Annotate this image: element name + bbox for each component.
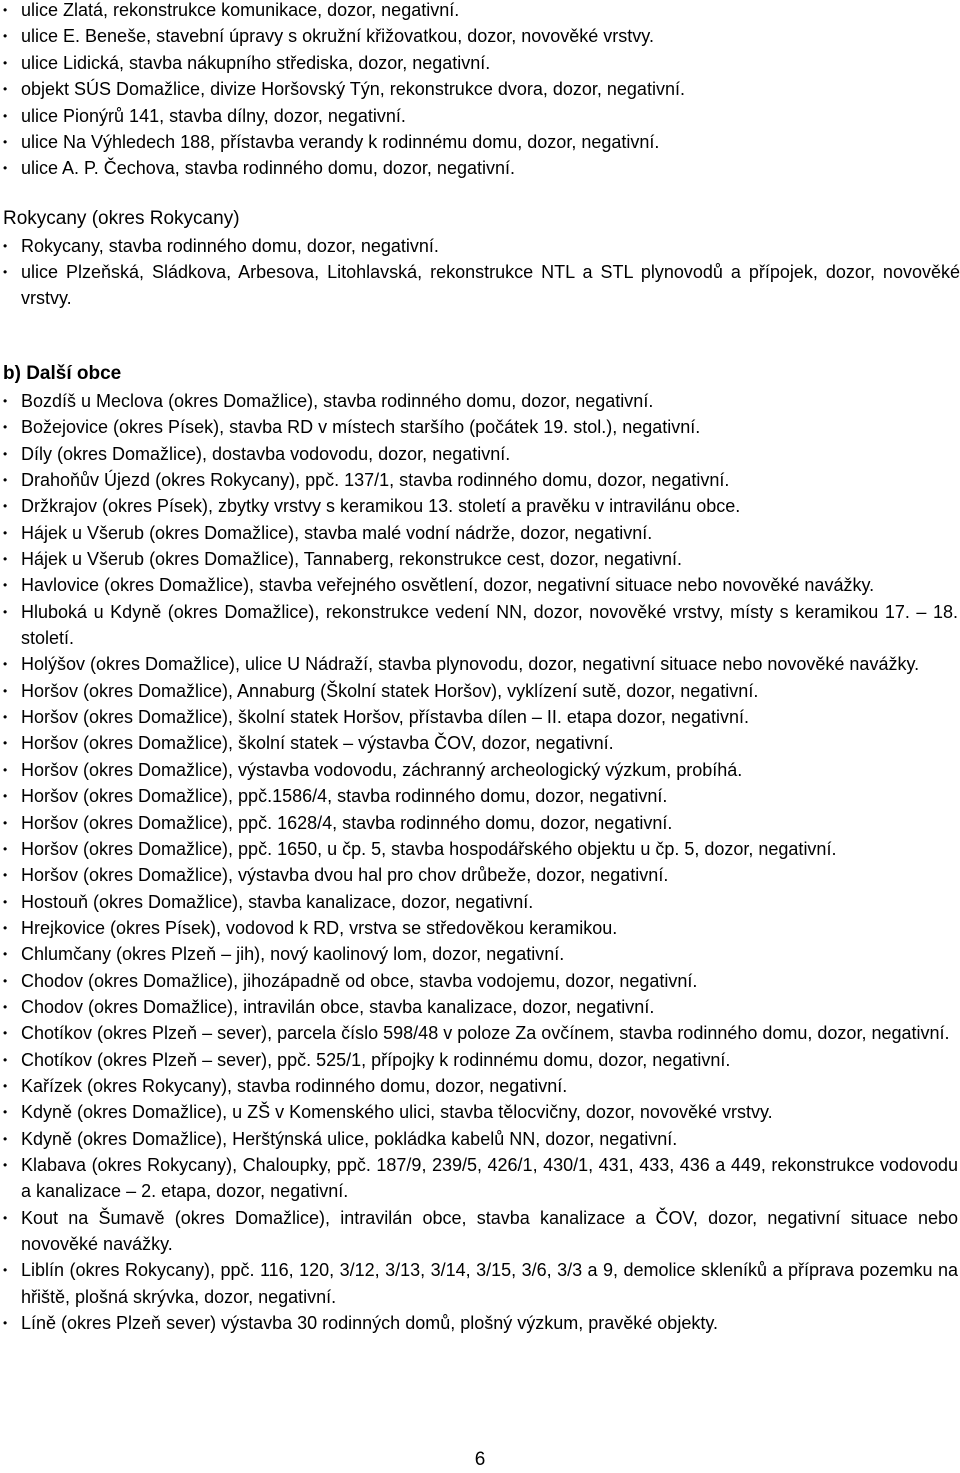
list-item: • Horšov (okres Domažlice), Annaburg (Školní statek Horšov), vyklízení sutě, dozor, negativní. <box>0 678 958 704</box>
section-list-dalsi-obce <box>0 388 958 1336</box>
list-item: • Hájek u Všerub (okres Domažlice), Tannaberg, rekonstrukce cest, dozor, negativní. <box>0 546 958 572</box>
list-item: • Horšov (okres Domažlice), ppč. 1650, u čp. 5, stavba hospodářského objektu u čp. 5, dozor, negativní. <box>0 836 958 862</box>
list-item: • ulice Plzeňská, Sládkova, Arbesova, Litohlavská, rekonstrukce NTL a STL plynovodů a přípojek, dozor, novověké vrstvy. <box>0 259 960 311</box>
list-item: • Chlumčany (okres Plzeň – jih), nový kaolinový lom, dozor, negativní. <box>0 941 958 967</box>
list-item: • ulice Lidická, stavba nákupního střediska, dozor, negativní. <box>0 50 800 76</box>
section-list-domazlice <box>0 0 800 182</box>
list-item: • ulice A. P. Čechova, stavba rodinného domu, dozor, negativní. <box>0 155 800 181</box>
list-item: • Klabava (okres Rokycany), Chaloupky, ppč. 187/9, 239/5, 426/1, 430/1, 431, 433, 436 a 449, rekonstrukce vodovodu a kanalizace – 2. etapa, dozor, negativní. <box>0 1152 958 1205</box>
list-item: • Líně (okres Plzeň sever) výstavba 30 rodinných domů, plošný výzkum, pravěké objekty. <box>0 1310 958 1336</box>
list-item: • Kdyně (okres Domažlice), Herštýnská ulice, pokládka kabelů NN, dozor, negativní. <box>0 1126 958 1152</box>
list-item: • Bozdíš u Meclova (okres Domažlice), stavba rodinného domu, dozor, negativní. <box>0 388 958 414</box>
list-item: • Hostouň (okres Domažlice), stavba kanalizace, dozor, negativní. <box>0 889 958 915</box>
list-item: • Držkrajov (okres Písek), zbytky vrstvy s keramikou 13. století a pravěku v intravilánu obce. <box>0 493 958 519</box>
list-item: • Drahoňův Újezd (okres Rokycany), ppč. 137/1, stavba rodinného domu, dozor, negativní. <box>0 467 958 493</box>
list-item: • Horšov (okres Domažlice), výstavba vodovodu, záchranný archeologický výzkum, probíhá. <box>0 757 958 783</box>
list-item: • Rokycany, stavba rodinného domu, dozor, negativní. <box>0 233 960 259</box>
list-item: • Havlovice (okres Domažlice), stavba veřejného osvětlení, dozor, negativní situace nebo novověké navážky. <box>0 572 958 598</box>
list-item: • Holýšov (okres Domažlice), ulice U Nádraží, stavba plynovodu, dozor, negativní situace nebo novověké navážky. <box>0 651 958 677</box>
list-item: • Horšov (okres Domažlice), ppč.1586/4, stavba rodinného domu, dozor, negativní. <box>0 783 958 809</box>
section-heading-dalsi-obce: b) Další obce <box>3 363 122 384</box>
list-item: • ulice Zlatá, rekonstrukce komunikace, dozor, negativní. <box>0 0 800 23</box>
list-item: • ulice Na Výhledech 188, přístavba verandy k rodinnému domu, dozor, negativní. <box>0 129 800 155</box>
section-list-rokycany <box>0 233 960 311</box>
list-item: • Hrejkovice (okres Písek), vodovod k RD, vrstva se středověkou keramikou. <box>0 915 958 941</box>
list-item: • Horšov (okres Domažlice), ppč. 1628/4, stavba rodinného domu, dozor, negativní. <box>0 810 958 836</box>
list-item: • Hluboká u Kdyně (okres Domažlice), rekonstrukce vedení NN, dozor, novověké vrstvy, místy s keramikou 17. – 18. století. <box>0 599 958 652</box>
list-item: • Díly (okres Domažlice), dostavba vodovodu, dozor, negativní. <box>0 441 958 467</box>
list-item: • Božejovice (okres Písek), stavba RD v místech staršího (počátek 19. stol.), negativní. <box>0 414 958 440</box>
list-item: • Chodov (okres Domažlice), jihozápadně od obce, stavba vodojemu, dozor, negativní. <box>0 968 958 994</box>
list-item: • Chotíkov (okres Plzeň – sever), parcela číslo 598/48 v poloze Za ovčínem, stavba rodinného domu, dozor, negativní. <box>0 1020 958 1046</box>
list-item: • Horšov (okres Domažlice), školní statek – výstavba ČOV, dozor, negativní. <box>0 730 958 756</box>
list-item: • objekt SÚS Domažlice, divize Horšovský Týn, rekonstrukce dvora, dozor, negativní. <box>0 76 800 102</box>
list-item: • Kařízek (okres Rokycany), stavba rodinného domu, dozor, negativní. <box>0 1073 958 1099</box>
list-item: • Kdyně (okres Domažlice), u ZŠ v Komenského ulici, stavba tělocvičny, dozor, novověké vrstvy. <box>0 1099 958 1125</box>
list-item: • Horšov (okres Domažlice), výstavba dvou hal pro chov drůbeže, dozor, negativní. <box>0 862 958 888</box>
list-item: • Horšov (okres Domažlice), školní statek Horšov, přístavba dílen – II. etapa dozor, negativní. <box>0 704 958 730</box>
list-item: • ulice E. Beneše, stavební úpravy s okružní křižovatkou, dozor, novověké vrstvy. <box>0 23 800 49</box>
list-item: • Kout na Šumavě (okres Domažlice), intravilán obce, stavba kanalizace a ČOV, dozor, negativní situace nebo novověké navážky. <box>0 1205 958 1258</box>
list-item: • ulice Pionýrů 141, stavba dílny, dozor, negativní. <box>0 103 800 129</box>
list-item: • Chotíkov (okres Plzeň – sever), ppč. 525/1, přípojky k rodinnému domu, dozor, negativní. <box>0 1047 958 1073</box>
list-item: • Chodov (okres Domažlice), intravilán obce, stavba kanalizace, dozor, negativní. <box>0 994 958 1020</box>
section-heading-rokycany: Rokycany (okres Rokycany) <box>3 208 240 229</box>
page-number: 6 <box>474 1449 486 1470</box>
list-item: • Liblín (okres Rokycany), ppč. 116, 120, 3/12, 3/13, 3/14, 3/15, 3/6, 3/3 a 9, demolice skleníků a příprava pozemku na hřiště, plošná skrývka, dozor, negativní. <box>0 1257 958 1310</box>
list-item: • Hájek u Všerub (okres Domažlice), stavba malé vodní nádrže, dozor, negativní. <box>0 520 958 546</box>
